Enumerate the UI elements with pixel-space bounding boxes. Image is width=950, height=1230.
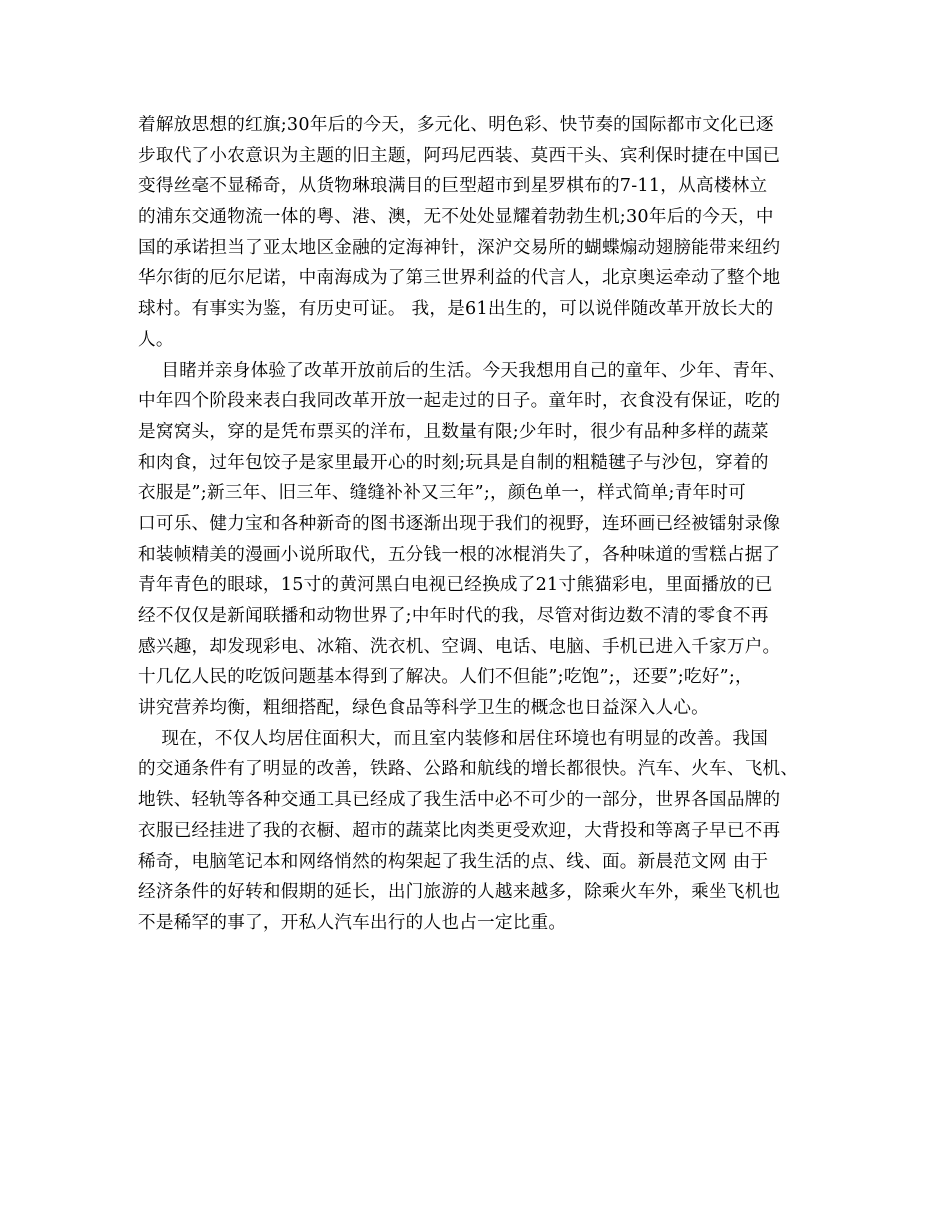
- text-line: 是窝窝头，穿的是凭布票买的洋布，且数量有限;少年时，很少有品种多样的蔬菜: [138, 421, 769, 442]
- text-line: 着解放思想的红旗;30年后的今天，多元化、明色彩、快节奏的国际都市文化已逐: [138, 115, 774, 135]
- text-line: 国的承诺担当了亚太地区金融的定海神针，深沪交易所的蝴蝶煽动翅膀能带来纽约: [138, 237, 781, 258]
- paragraph-1: [138, 110, 818, 356]
- text-line: 变得丝毫不显稀奇，从货物琳琅满目的巨型超市到星罗棋布的7-11，从高楼林立: [138, 176, 768, 197]
- paragraph-3: [138, 724, 818, 939]
- paragraph-2: [138, 356, 818, 724]
- text-line: 地铁、轻轨等各种交通工具已经成了我生活中必不可少的一部分，世界各国品牌的: [138, 790, 781, 811]
- text-line: 不是稀罕的事了，开私人汽车出行的人也占一定比重。: [138, 912, 567, 933]
- text-line: 现在，不仅人均居住面积大，而且室内装修和居住环境也有明显的改善。我国: [138, 728, 769, 749]
- text-line: 口可乐、健力宝和各种新奇的图书逐渐出现于我们的视野，连环画已经被镭射录像: [138, 513, 781, 534]
- document-page: [138, 110, 818, 939]
- text-line: 的交通条件有了明显的改善，铁路、公路和航线的增长都很快。汽车、火车、飞机、: [138, 759, 799, 780]
- text-line: 青年青色的眼球，15寸的黄河黑白电视已经换成了21寸熊猫彩电，里面播放的已: [138, 575, 773, 596]
- text-line: 目睹并亲身体验了改革开放前后的生活。今天我想用自己的童年、少年、青年、: [138, 360, 786, 381]
- text-line: 华尔街的厄尔尼诺，中南海成为了第三世界利益的代言人，北京奥运牵动了整个地: [138, 268, 781, 289]
- text-line: 人。: [138, 329, 174, 350]
- text-line: 和装帧精美的漫画小说所取代，五分钱一根的冰棍消失了，各种味道的雪糕占据了: [138, 544, 781, 565]
- text-line: 经济条件的好转和假期的延长，出门旅游的人越来越多，除乘火车外，乘坐飞机也: [138, 882, 781, 903]
- text-line: 讲究营养均衡，粗细搭配，绿色食品等科学卫生的概念也日益深入人心。: [138, 698, 710, 719]
- text-line: 感兴趣，却发现彩电、冰箱、洗衣机、空调、电话、电脑、手机已进入千家万户。: [138, 636, 781, 657]
- text-line: 衣服是”;新三年、旧三年、缝缝补补又三年”;，颜色单一，样式简单;青年时可: [138, 483, 747, 504]
- text-line: 十几亿人民的吃饭问题基本得到了解决。人们不但能”;吃饱”;，还要”;吃好”;，: [138, 667, 753, 688]
- text-line: 的浦东交通物流一体的粤、港、澳，无不处处显耀着勃勃生机;30年后的今天，中: [138, 207, 774, 228]
- text-line: 衣服已经挂进了我的衣橱、超市的蔬菜比肉类更受欢迎，大背投和等离子早已不再: [138, 820, 781, 841]
- text-line: 中年四个阶段来表白我同改革开放一起走过的日子。童年时，衣食没有保证，吃的: [138, 391, 781, 412]
- text-line: 经不仅仅是新闻联播和动物世界了;中年时代的我，尽管对街边数不清的零食不再: [138, 606, 769, 626]
- text-line: 球村。有事实为鉴，有历史可证。 我，是61出生的，可以说伴随改革开放长大的: [138, 299, 774, 320]
- text-line: 和肉食，过年包饺子是家里最开心的时刻;玩具是自制的粗糙毽子与沙包，穿着的: [138, 452, 769, 473]
- text-line: 步取代了小农意识为主题的旧主题，阿玛尼西装、莫西干头、宾利保时捷在中国已: [138, 145, 781, 166]
- text-line: 稀奇，电脑笔记本和网络悄然的构架起了我生活的点、线、面。新晨范文网 由于: [138, 851, 769, 872]
